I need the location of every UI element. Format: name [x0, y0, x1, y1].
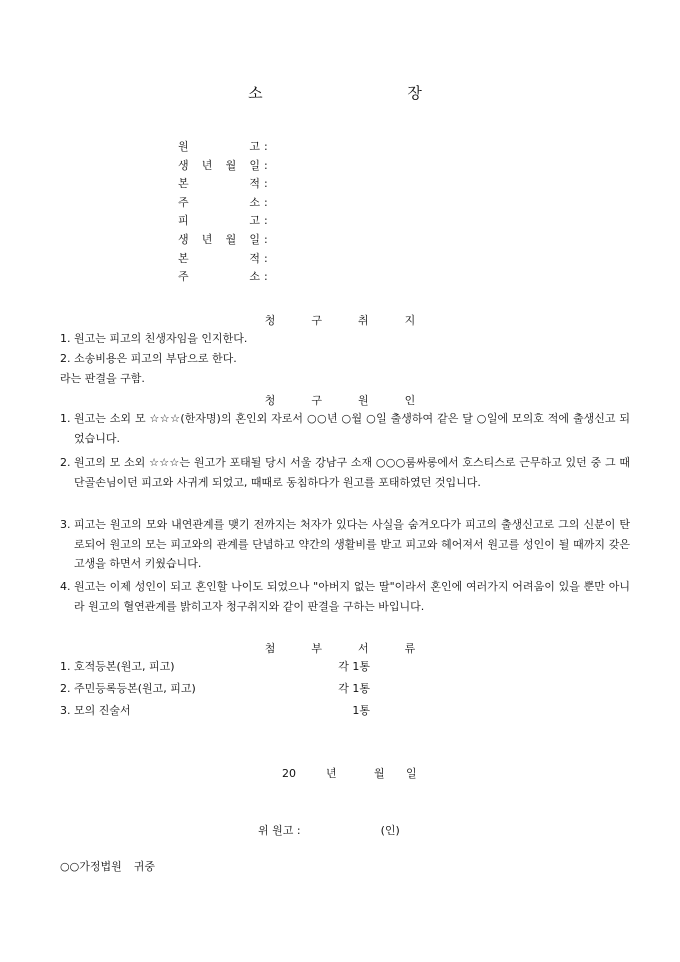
cause-item-4	[60, 577, 630, 616]
party-label	[178, 138, 260, 157]
party-label	[178, 250, 260, 269]
party-row	[178, 231, 378, 250]
court-name: ○○가정법원	[60, 860, 122, 873]
party-label-char: 본	[178, 177, 189, 191]
signature-label: 위 원고 :	[258, 824, 301, 837]
date-year-unit: 년	[326, 767, 337, 780]
party-label	[178, 212, 260, 231]
party-label-char: 고	[249, 214, 260, 228]
party-label-char: 적	[249, 251, 260, 265]
party-label-char: 소	[249, 195, 260, 209]
cause-item-number: 2.	[60, 456, 71, 469]
party-label-char: 생	[178, 158, 189, 172]
cause-item-text: 원고의 모 소외 ☆☆☆는 원고가 포태될 당시 서울 강남구 소재 ○○○룸싸롱에서 호스티스로 근무하고 있던 중 그 때 단골손님이던 피고와 사귀게 되었고, 때때로 동침하다가 원고를 포태하였던 것입니다.	[74, 456, 630, 489]
party-label-char: 주	[178, 195, 189, 209]
attachments-heading: 첨부서류	[264, 642, 452, 655]
purpose-item: 2. 소송비용은 피고의 부담으로 한다.	[60, 352, 237, 365]
attachment-row	[60, 659, 370, 675]
party-row	[178, 175, 378, 194]
attachment-qty: 1통	[352, 704, 370, 717]
party-label-char: 고	[249, 140, 260, 153]
party-label-char: 년	[201, 158, 213, 172]
party-label	[178, 268, 260, 287]
purpose-heading: 청구취지	[264, 314, 452, 327]
attachment-name: 2. 주민등록등본(원고, 피고)	[60, 682, 196, 695]
party-label-char: 적	[249, 177, 260, 191]
party-colon: :	[264, 270, 268, 284]
party-colon: :	[264, 214, 268, 228]
document-title: 소 장	[248, 84, 492, 102]
party-label-char: 생	[178, 232, 189, 246]
filing-date	[282, 765, 417, 781]
party-label-char: 피	[178, 214, 189, 228]
plaintiff-signature	[258, 822, 400, 838]
cause-item-3	[60, 515, 630, 574]
party-label-char: 주	[178, 270, 189, 284]
party-label	[178, 231, 260, 250]
party-label-char: 월	[225, 232, 237, 246]
party-label-char: 원	[178, 140, 189, 153]
party-row	[178, 268, 378, 287]
party-colon: :	[264, 232, 268, 246]
party-label-char: 월	[225, 158, 237, 172]
cause-item-number: 4.	[60, 580, 71, 593]
party-info	[178, 138, 378, 287]
attachment-name: 3. 모의 진술서	[60, 704, 131, 717]
cause-item-text: 원고는 이제 성인이 되고 혼인할 나이도 되었으나 "아버지 없는 딸"이라서 혼인에 여러가지 어려움이 있을 뿐만 아니라 원고의 혈연관계를 밝히고자 청구취지와 같이 판결을 구하는 바입니다.	[74, 580, 630, 613]
party-label	[178, 157, 260, 176]
cause-item-number: 1.	[60, 412, 71, 425]
cause-item-text: 피고는 원고의 모와 내연관계를 맺기 전까지는 처자가 있다는 사실을 숨겨오다가 피고의 출생신고로 그의 신분이 탄로되어 원고의 모는 피고와의 관계를 단념하고 약간의 생활비를 받고 피고와 헤어져서 원고를 성인이 될 때까지 갖은 고생을 하면서 키웠습니다.	[74, 518, 630, 570]
party-label-char: 본	[178, 251, 189, 265]
attachment-row	[60, 681, 370, 697]
cause-item-1	[60, 409, 630, 448]
cause-item-text: 원고는 소외 모 ☆☆☆(한자명)의 혼인외 자로서 ○○년 ○월 ○일 출생하여 같은 달 ○일에 모의호 적에 출생신고 되었습니다.	[74, 412, 630, 445]
court-addressee	[60, 858, 155, 874]
attachment-name: 1. 호적등본(원고, 피고)	[60, 660, 175, 673]
court-suffix: 귀중	[133, 860, 155, 873]
purpose-item: 1. 원고는 피고의 친생자임을 인지한다.	[60, 332, 248, 345]
date-year: 20	[282, 767, 296, 780]
party-row	[178, 157, 378, 176]
signature-seal: (인)	[380, 824, 400, 837]
purpose-closing: 라는 판결을 구함.	[60, 372, 145, 385]
date-month-unit: 월	[374, 767, 385, 780]
party-label	[178, 175, 260, 194]
party-label-char: 일	[249, 158, 260, 172]
party-label-char: 년	[201, 232, 213, 246]
cause-item-2	[60, 453, 630, 492]
cause-item-number: 3.	[60, 518, 71, 531]
party-colon: :	[264, 158, 268, 172]
party-label-char: 일	[249, 232, 260, 246]
party-row	[178, 250, 378, 269]
attachment-qty: 각 1통	[338, 682, 370, 695]
party-colon: :	[264, 140, 268, 153]
party-colon: :	[264, 195, 268, 209]
party-colon: :	[264, 177, 268, 191]
party-label-char: 소	[249, 270, 260, 284]
party-label	[178, 194, 260, 213]
attachment-qty: 각 1통	[338, 660, 370, 673]
party-row	[178, 194, 378, 213]
party-row	[178, 138, 378, 157]
party-colon: :	[264, 251, 268, 265]
party-row	[178, 212, 378, 231]
cause-heading: 청구원인	[264, 394, 452, 407]
attachment-row	[60, 703, 370, 719]
date-day-unit: 일	[406, 767, 417, 780]
